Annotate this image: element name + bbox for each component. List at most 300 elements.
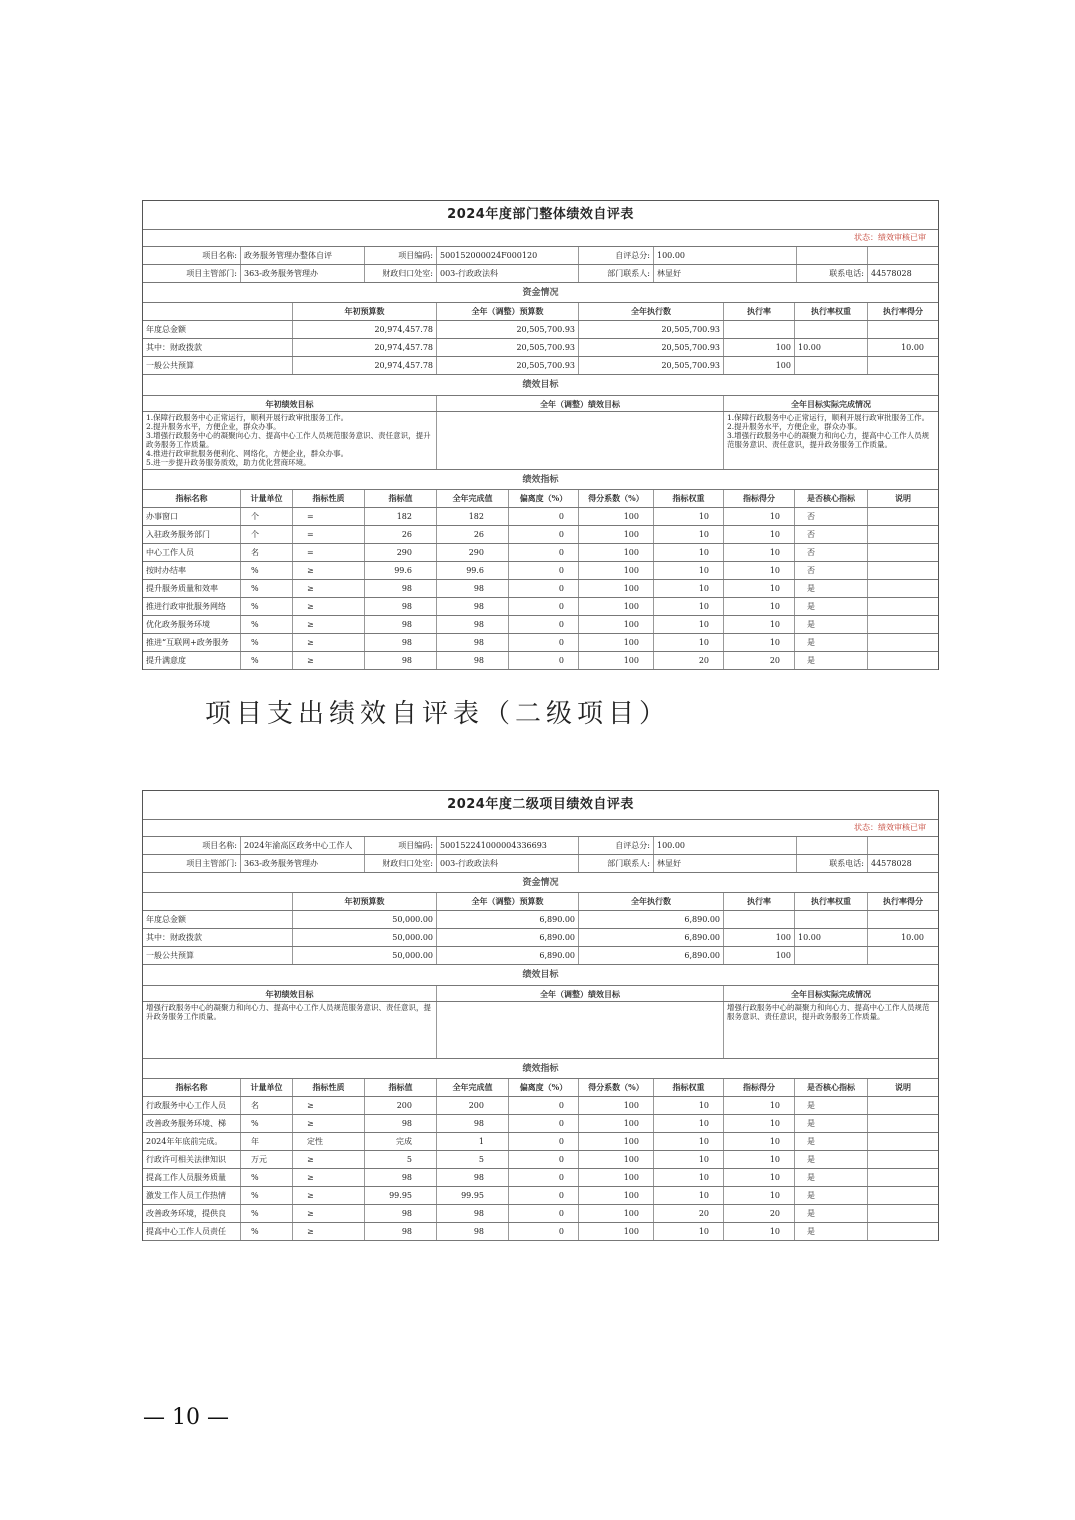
indicator-done: 98 [437,1115,509,1132]
indicator-row [143,526,938,544]
fund-row [143,929,938,947]
table1-info-row2 [143,265,938,283]
indicator-coefficient: 100 [579,598,654,615]
indicator-score: 10 [724,616,795,633]
fund-budget: 20,974,457.78 [293,339,437,356]
indicator-value: 98 [365,598,437,615]
fund-weight [795,911,868,928]
indicator-name: 入驻政务服务部门 [143,526,241,543]
indicator-core: 是 [795,1187,868,1204]
fund-weight [795,357,868,374]
indicator-weight: 10 [654,580,724,597]
indicator-row [143,1187,938,1205]
indicator-nature: ≥ [293,580,365,597]
table2-title-row [143,791,938,820]
project-code: 500152000024F000120 [437,247,579,264]
table2-info-row2 [143,855,938,873]
table2-status: 状态：绩效审核已审 [854,823,926,832]
fund-header: 执行率权重 [795,893,868,910]
indicator-nature: ≥ [293,634,365,651]
goal-section-title: 绩效目标 [143,965,938,985]
fund-executed: 6,890.00 [579,947,724,964]
indicator-done: 98 [437,1223,509,1240]
indicator-nature: ≥ [293,562,365,579]
indicator-header: 计量单位 [241,490,293,507]
fund-header: 执行率 [724,893,795,910]
indicator-deviation: 0 [509,598,579,615]
indicator-coefficient: 100 [579,1169,654,1186]
dept: 363-政务服务管理办 [241,855,365,872]
indicator-header: 偏离度（%） [509,490,579,507]
indicator-weight: 10 [654,1169,724,1186]
fund-rate: 100 [724,339,795,356]
indicator-note [868,634,938,651]
indicator-done: 98 [437,652,509,669]
fund-adjusted: 6,890.00 [437,947,579,964]
indicator-name: 提升满意度 [143,652,241,669]
goal-actual: 1.保障行政服务中心正常运行，顺利开展行政审批服务工作。 2.提升服务水平，方便企业，群众办事。 3.增强行政服务中心的凝聚力和向心力，提高中心工作人员规范服务意识、责任意识，提升政务服务工作质量。 [727,413,930,449]
phone-label: 联系电话: [797,855,868,872]
indicator-row [143,1223,938,1241]
indicator-header: 是否核心指标 [795,1079,868,1096]
table1-status-row [143,230,938,247]
indicator-score: 10 [724,1133,795,1150]
indicator-note [868,1115,938,1132]
indicator-section-title: 绩效指标 [143,470,938,489]
table2-title: 2024年度二级项目绩效自评表 [447,797,634,812]
indicator-row [143,1133,938,1151]
indicator-note [868,652,938,669]
indicator-value: 98 [365,634,437,651]
indicator-weight: 10 [654,526,724,543]
indicator-row [143,562,938,580]
indicator-value: 290 [365,544,437,561]
indicator-score: 10 [724,508,795,525]
empty-cell [143,303,293,320]
fund-weight: 10.00 [795,339,868,356]
indicator-header: 指标权重 [654,1079,724,1096]
goal-header: 全年（调整）绩效目标 [437,986,724,1001]
indicator-name: 行政服务中心工作人员 [143,1097,241,1114]
indicator-header: 指标名称 [143,1079,241,1096]
indicator-name: 推进行政审批服务网络 [143,598,241,615]
indicator-name: 改善政务环境，提供良 [143,1205,241,1222]
empty-cell [797,247,868,264]
indicator-weight: 10 [654,598,724,615]
indicator-coefficient: 100 [579,526,654,543]
indicator-core: 是 [795,1151,868,1168]
indicator-nature: ≥ [293,1223,365,1240]
table1-info-row1 [143,247,938,265]
indicator-unit: % [241,1169,293,1186]
indicator-coefficient: 100 [579,1223,654,1240]
fund-row-label: 年度总金额 [143,911,293,928]
fund-score [868,357,938,374]
fund-executed: 6,890.00 [579,929,724,946]
indicator-weight: 10 [654,562,724,579]
goal-header: 年初绩效目标 [143,986,437,1001]
empty-cell [797,837,868,854]
indicator-header: 指标得分 [724,490,795,507]
indicator-core: 是 [795,598,868,615]
indicator-note [868,544,938,561]
indicator-note [868,580,938,597]
indicator-row [143,1151,938,1169]
indicator-unit: % [241,562,293,579]
indicator-header: 偏离度（%） [509,1079,579,1096]
indicator-deviation: 0 [509,544,579,561]
fund-section-row [143,873,938,893]
indicator-header: 指标得分 [724,1079,795,1096]
fund-budget: 20,974,457.78 [293,321,437,338]
indicator-value: 26 [365,526,437,543]
fund-row [143,321,938,339]
indicator-header: 指标值 [365,490,437,507]
indicator-done: 1 [437,1133,509,1150]
table1-status: 状态：绩效审核已审 [854,233,926,242]
indicator-unit: % [241,1115,293,1132]
indicator-coefficient: 100 [579,616,654,633]
indicator-nature: ≥ [293,652,365,669]
indicator-unit: 名 [241,1097,293,1114]
indicator-note [868,562,938,579]
fund-header: 执行率得分 [883,896,923,906]
indicator-nature: ≥ [293,1187,365,1204]
fund-adjusted: 20,505,700.93 [437,339,579,356]
fund-score: 10.00 [901,933,924,942]
indicator-core: 是 [795,634,868,651]
goal-header: 全年目标实际完成情况 [791,989,871,999]
indicator-nature: ≥ [293,1097,365,1114]
indicator-score: 10 [724,1097,795,1114]
goal-section-title: 绩效目标 [143,375,938,395]
indicator-value: 182 [365,508,437,525]
indicator-header: 全年完成值 [437,490,509,507]
indicator-row [143,1097,938,1115]
fund-score [868,321,938,338]
indicator-header-row [143,1079,938,1097]
fund-executed: 20,505,700.93 [579,357,724,374]
indicator-score: 10 [724,1187,795,1204]
indicator-weight: 10 [654,1187,724,1204]
indicator-note [868,1133,938,1150]
indicator-unit: 万元 [241,1151,293,1168]
indicator-deviation: 0 [509,616,579,633]
table1 [142,200,939,670]
indicator-value: 98 [365,652,437,669]
indicator-header: 得分系数（%） [579,1079,654,1096]
fund-header: 执行率得分 [883,306,923,316]
indicator-header: 计量单位 [241,1079,293,1096]
page-number: — 10 — [143,1405,229,1430]
indicator-row [143,1169,938,1187]
indicator-deviation: 0 [509,1223,579,1240]
indicator-section-row [143,1059,938,1079]
indicator-coefficient: 100 [579,1115,654,1132]
indicator-row [143,508,938,526]
indicator-core: 否 [795,562,868,579]
indicator-header: 说明 [895,1082,911,1092]
indicator-nature: ≥ [293,1169,365,1186]
indicator-coefficient: 100 [579,1151,654,1168]
indicator-row [143,598,938,616]
indicator-value: 98 [365,1205,437,1222]
contact-label: 部门联系人: [579,265,654,282]
fund-row [143,911,938,929]
fund-section-row [143,283,938,303]
indicator-weight: 10 [654,1115,724,1132]
indicator-coefficient: 100 [579,508,654,525]
fund-rate: 100 [724,947,795,964]
indicator-header: 指标权重 [654,490,724,507]
indicator-unit: % [241,1223,293,1240]
contact: 林显好 [654,855,797,872]
indicator-nature: 定性 [293,1133,365,1150]
indicator-score: 10 [724,562,795,579]
indicator-header: 指标性质 [293,1079,365,1096]
indicator-unit: % [241,598,293,615]
indicator-core: 是 [795,652,868,669]
table2-status-row [143,820,938,837]
dept-label: 项目主管部门: [143,265,241,282]
goal-initial: 增强行政服务中心的凝聚力和向心力、提高中心工作人员规范服务意识、责任意识，提升政务服务工作质量。 [143,1002,437,1058]
indicator-section-title: 绩效指标 [143,1059,938,1078]
fund-row-label: 年度总金额 [143,321,293,338]
indicator-name: 中心工作人员 [143,544,241,561]
fund-executed: 20,505,700.93 [579,339,724,356]
indicator-row [143,652,938,670]
indicator-coefficient: 100 [579,652,654,669]
indicator-weight: 10 [654,616,724,633]
goal-header-row [143,986,938,1002]
indicator-note [868,1187,938,1204]
indicator-unit: % [241,652,293,669]
indicator-core: 是 [795,1097,868,1114]
indicator-done: 98 [437,616,509,633]
indicator-unit: 年 [241,1133,293,1150]
indicator-note [868,1223,938,1240]
indicator-row [143,616,938,634]
indicator-name: 推进“互联网+政务服务 [143,634,241,651]
indicator-score: 10 [724,1115,795,1132]
phone: 44578028 [871,269,912,278]
indicator-score: 10 [724,580,795,597]
contact: 林显好 [654,265,797,282]
fund-rate: 100 [724,357,795,374]
fund-header: 全年执行数 [579,893,724,910]
table1-title: 2024年度部门整体绩效自评表 [447,207,634,222]
indicator-note [868,1151,938,1168]
indicator-deviation: 0 [509,526,579,543]
fund-row [143,357,938,375]
indicator-note [868,1169,938,1186]
indicator-done: 98 [437,1205,509,1222]
fund-header: 执行率权重 [795,303,868,320]
fund-budget: 50,000.00 [293,947,437,964]
table1-title-row [143,201,938,230]
fund-row-label: 其中：财政拨款 [143,929,293,946]
fund-adjusted: 20,505,700.93 [437,321,579,338]
self-score: 100.00 [654,247,797,264]
fund-section-title: 资金情况 [143,873,938,892]
indicator-weight: 10 [654,634,724,651]
indicator-name: 行政许可相关法律知识 [143,1151,241,1168]
indicator-core: 是 [795,1133,868,1150]
self-score-label: 自评总分: [579,247,654,264]
fund-row [143,947,938,965]
table2-info-row1 [143,837,938,855]
indicator-coefficient: 100 [579,634,654,651]
indicator-unit: 个 [241,526,293,543]
table2-indicator-table [143,1079,938,1241]
fund-header: 全年执行数 [579,303,724,320]
indicator-score: 10 [724,1151,795,1168]
indicator-header-row [143,490,938,508]
indicator-deviation: 0 [509,634,579,651]
fund-executed: 6,890.00 [579,911,724,928]
indicator-weight: 10 [654,1223,724,1240]
indicator-nature: = [293,526,365,543]
goal-header: 全年目标实际完成情况 [791,399,871,409]
indicator-deviation: 0 [509,1187,579,1204]
empty-cell [143,893,293,910]
indicator-value: 98 [365,1115,437,1132]
fund-section-title: 资金情况 [143,283,938,302]
fund-header: 年初预算数 [293,303,437,320]
indicator-deviation: 0 [509,652,579,669]
indicator-row [143,1115,938,1133]
indicator-weight: 10 [654,1151,724,1168]
indicator-nature: ≥ [293,616,365,633]
indicator-done: 182 [437,508,509,525]
indicator-value: 99.6 [365,562,437,579]
phone-label: 联系电话: [797,265,868,282]
fund-row-label: 其中：财政拨款 [143,339,293,356]
indicator-done: 99.6 [437,562,509,579]
indicator-core: 否 [795,544,868,561]
fund-budget: 50,000.00 [293,911,437,928]
project-name-label: 项目名称: [143,837,241,854]
goal-content-row [143,1002,938,1059]
project-name: 2024年渝高区政务中心工作人 [241,837,365,854]
goal-actual: 增强行政服务中心的凝聚力和向心力、提高中心工作人员规范服务意识、责任意识，提升政务服务工作质量。 [727,1003,930,1021]
project-name: 政务服务管理办整体自评 [241,247,365,264]
indicator-weight: 20 [654,1205,724,1222]
fund-budget: 50,000.00 [293,929,437,946]
fund-adjusted: 6,890.00 [437,911,579,928]
indicator-weight: 20 [654,652,724,669]
indicator-unit: 个 [241,508,293,525]
indicator-name: 提高工作人员服务质量 [143,1169,241,1186]
indicator-value: 5 [365,1151,437,1168]
indicator-deviation: 0 [509,1151,579,1168]
fund-header: 全年（调整）预算数 [437,303,579,320]
indicator-deviation: 0 [509,1115,579,1132]
indicator-score: 20 [724,1205,795,1222]
finance: 003-行政政法科 [437,855,579,872]
indicator-name: 激发工作人员工作热情 [143,1187,241,1204]
indicator-weight: 10 [654,1097,724,1114]
phone: 44578028 [871,859,912,868]
indicator-value: 完成 [365,1133,437,1150]
indicator-weight: 10 [654,544,724,561]
finance: 003-行政政法科 [437,265,579,282]
indicator-done: 98 [437,1169,509,1186]
indicator-core: 是 [795,1205,868,1222]
goal-header-row [143,396,938,412]
indicator-done: 200 [437,1097,509,1114]
indicator-done: 98 [437,598,509,615]
goal-header: 全年（调整）绩效目标 [437,396,724,411]
self-score: 100.00 [654,837,797,854]
indicator-value: 98 [365,616,437,633]
indicator-score: 10 [724,544,795,561]
project-code: 500152241000004336693 [437,837,579,854]
indicator-nature: = [293,544,365,561]
indicator-nature: ≥ [293,1115,365,1132]
indicator-note [868,1097,938,1114]
goal-initial: 1.保障行政服务中心正常运行，顺利开展行政审批服务工作。 2.提升服务水平，方便企业，群众办事。 3.增强行政服务中心的凝聚向心力、提高中心工作人员规范服务意识、责任意识，提升政务服务工作质量。 4.推进行政审批服务便利化、网络化，方便企业，群众办事。 5.进一步提升政务服务质效，助力优化营商环境。 [143,412,437,469]
project-code-label: 项目编码: [365,247,437,264]
fund-budget: 20,974,457.78 [293,357,437,374]
empty-cell [868,837,938,854]
indicator-core: 是 [795,1223,868,1240]
indicator-core: 是 [795,616,868,633]
fund-row [143,339,938,357]
indicator-note [868,1205,938,1222]
goal-content-row [143,412,938,470]
indicator-weight: 10 [654,508,724,525]
project-name-label: 项目名称: [143,247,241,264]
goal-adjusted [437,1002,724,1058]
indicator-unit: % [241,634,293,651]
fund-rate [724,911,795,928]
indicator-header: 指标名称 [143,490,241,507]
indicator-name: 按时办结率 [143,562,241,579]
indicator-nature: ≥ [293,598,365,615]
indicator-coefficient: 100 [579,1133,654,1150]
indicator-name: 提升服务质量和效率 [143,580,241,597]
indicator-core: 是 [795,1115,868,1132]
indicator-score: 20 [724,652,795,669]
contact-label: 部门联系人: [579,855,654,872]
indicator-header: 得分系数（%） [579,490,654,507]
indicator-unit: % [241,580,293,597]
indicator-name: 提高中心工作人员责任 [143,1223,241,1240]
fund-row-label: 一般公共预算 [143,357,293,374]
indicator-weight: 10 [654,1133,724,1150]
self-score-label: 自评总分: [579,837,654,854]
indicator-deviation: 0 [509,508,579,525]
indicator-deviation: 0 [509,580,579,597]
indicator-row [143,544,938,562]
fund-header: 年初预算数 [293,893,437,910]
goal-header: 年初绩效目标 [143,396,437,411]
indicator-done: 26 [437,526,509,543]
finance-label: 财政归口处室: [365,265,437,282]
indicator-deviation: 0 [509,1205,579,1222]
dept-label: 项目主管部门: [143,855,241,872]
indicator-unit: 名 [241,544,293,561]
indicator-done: 98 [437,580,509,597]
fund-header: 执行率 [724,303,795,320]
indicator-core: 是 [795,580,868,597]
indicator-done: 5 [437,1151,509,1168]
indicator-name: 改善政务服务环境、梯 [143,1115,241,1132]
fund-row-label: 一般公共预算 [143,947,293,964]
indicator-deviation: 0 [509,1097,579,1114]
indicator-value: 99.95 [365,1187,437,1204]
